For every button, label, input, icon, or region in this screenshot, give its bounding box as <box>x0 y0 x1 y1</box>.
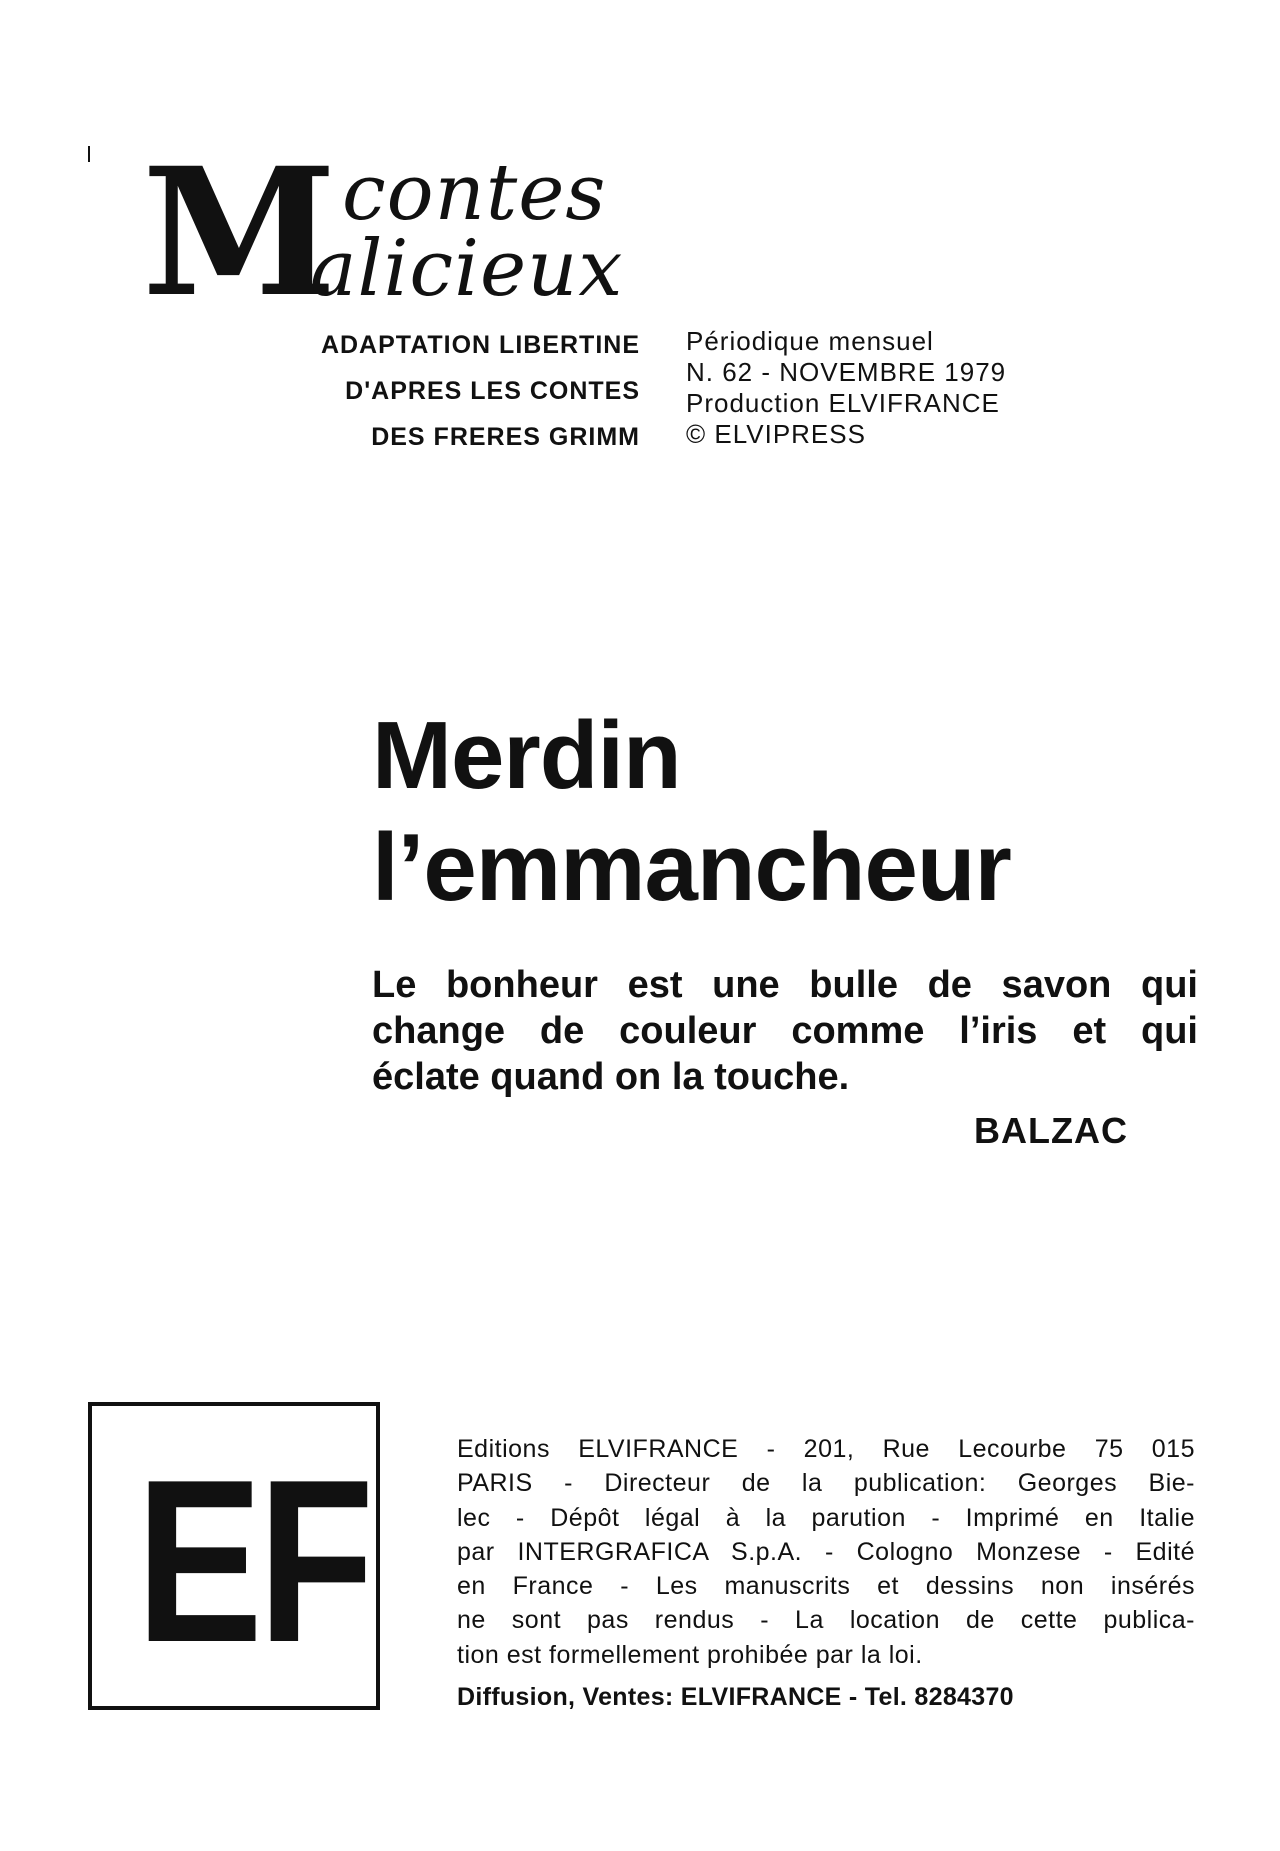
imprint-line: lec - Dépôt légal à la parution - Imprimé en Italie <box>457 1503 1195 1532</box>
imprint-line: PARIS - Directeur de la publication: Georges Bie- <box>457 1469 1195 1498</box>
logo-word-contes: contes <box>342 148 607 238</box>
publication-info-line: Périodique mensuel <box>686 326 934 356</box>
contes-malicieux-logo <box>142 129 652 336</box>
stray-mark <box>88 146 90 162</box>
publication-info-line: Production ELVIFRANCE <box>686 388 1000 418</box>
quote-author: BALZAC <box>974 1110 1128 1151</box>
imprint-block <box>457 1432 1195 1716</box>
title-line: Merdin <box>372 702 681 809</box>
diffusion-line: Diffusion, Ventes: ELVIFRANCE - Tel. 8284370 <box>457 1683 1014 1712</box>
logo-word-alicieux: alicieux <box>310 224 624 314</box>
title-line: l’emmancheur <box>372 814 1011 921</box>
quote-line: Le bonheur est une bulle de savon qui <box>372 964 1198 1006</box>
imprint-line: en France - Les manuscrits et dessins non insérés <box>457 1572 1195 1601</box>
subtitle-line: ADAPTATION LIBERTINE <box>320 331 640 359</box>
epigraph-quote <box>372 962 1198 1100</box>
imprint-line: par INTERGRAFICA S.p.A. - Cologno Monzese - Edité <box>457 1537 1195 1566</box>
publication-info <box>686 326 1006 450</box>
imprint-line: Editions ELVIFRANCE - 201, Rue Lecourbe 75 015 <box>457 1435 1195 1463</box>
subtitle-line: D'APRES LES CONTES <box>345 377 640 405</box>
subtitle-line: DES FRERES GRIMM <box>371 423 640 451</box>
adaptation-subtitle <box>321 322 640 460</box>
logo-initial: M <box>142 129 337 336</box>
quote-line: change de couleur comme l’iris et qui <box>372 1010 1198 1052</box>
imprint-line: ne sont pas rendus - La location de cette publica- <box>457 1606 1195 1635</box>
publication-info-line: N. 62 - NOVEMBRE 1979 <box>686 357 1007 387</box>
publisher-logo-box <box>88 1402 380 1710</box>
publisher-mark: EF <box>136 1432 370 1691</box>
publication-info-line: © ELVIPRESS <box>686 419 866 449</box>
story-title <box>372 700 1011 924</box>
imprint-line: tion est formellement prohibée par la loi. <box>457 1640 923 1669</box>
quote-line: éclate quand on la touche. <box>372 1056 850 1098</box>
